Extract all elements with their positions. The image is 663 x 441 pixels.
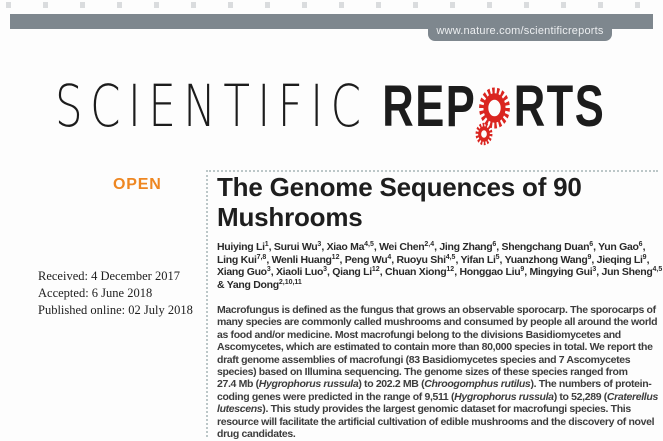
author-name: Wei Chen — [379, 241, 425, 253]
author-affiliation-sup: 3 — [323, 266, 328, 273]
abstract-segment: Macrofungus is defined as the fungus that grows an observable sporocarp. The sporocarps of many species are commonly called mushrooms and consumed by people all around the world as food and/or medicine. Most macrofungi belong to the divisions Basidiomycetes and Ascomycetes, which are estimated to contain more than 80,000 species in total. We report the draft genome assemblies of macrofungi (83 Basidiomycetes species and 7 Ascomycetes species) based on Illumina sequencing. The genome sizes of these species ranged from 27.4 Mb ( — [217, 304, 658, 391]
journal-logo — [55, 72, 606, 140]
author-affiliation-sup: 3 — [317, 241, 322, 248]
author-name: Wenli Huang — [271, 253, 332, 266]
logo-word-scientific: SCIENTIFIC — [55, 72, 369, 140]
author-affiliation-sup: 12 — [371, 266, 380, 273]
author-affiliation-sup: 4,5 — [364, 241, 374, 248]
author-affiliation-sup: 12 — [331, 253, 340, 261]
author-name: Xiaoli Luo — [275, 266, 324, 278]
author-affiliation-sup: 7,8 — [256, 253, 267, 261]
author-affiliation-sup: 4,5 — [652, 266, 663, 273]
abstract-text — [217, 304, 663, 440]
dotted-vertical-rule — [206, 170, 208, 437]
species-name-italic: Hygrophorus russula — [258, 378, 359, 391]
journal-url[interactable]: www.nature.com/scientificreports — [436, 25, 604, 37]
author-name: Surui Wu — [273, 241, 318, 253]
author-name: Jun Sheng — [601, 266, 653, 278]
open-access-label: OPEN — [113, 176, 162, 193]
author-name: Honggao Liu — [459, 266, 521, 278]
author-list: Huiying Li$^1$, Surui Wu$^3$, Xiao Ma$^{4,5}$, Wei Chen$^{2,4}$, Jing Zhang$^6$, Shengchang Duan$^6$, Yun Gao$^6$, Ling Kui$^{7,8}$, Wenli Huang$^{12}$, Peng Wu$^4$, Ruoyu Shi$^{4,5}$, Yifan Li$^5$, Yuanzhong Wang$^9$, Jieqing Li$^9$, Xiang Guo$^3$, Xiaoli Luo$^3$, Qiang Li$^{12}$, Chuan Xiong$^{12}$, Honggao Liu$^9$, Mingying Gui$^3$, Jun Sheng$^{4,5}$ & Yang Dong$^{2,10,11}$ — [217, 241, 663, 291]
species-name-italic: Hygrophorus russula — [454, 390, 554, 403]
logo-word-rts: RTS — [513, 74, 606, 139]
author-affiliation-sup: 9 — [520, 266, 525, 273]
species-name-italic: Chroogomphus rutilus — [424, 378, 531, 391]
author-affiliation-sup: 4,5 — [445, 253, 456, 261]
author-name: Chuan Xiong — [384, 266, 447, 278]
author-name: Yifan Li — [460, 253, 496, 266]
author-name: Xiao Ma — [326, 241, 365, 253]
journal-url-tab[interactable] — [428, 14, 612, 41]
author-name: Yang Dong — [226, 278, 279, 291]
author-affiliation-sup: 6 — [492, 241, 497, 248]
author-name: Jieqing Li — [596, 253, 643, 266]
species-name-italic: Craterellus lutescens — [217, 390, 658, 416]
dates-block — [38, 268, 193, 319]
author-name: Yun Gao — [598, 241, 639, 253]
date-line: Published online: 02 July 2018 — [38, 303, 193, 317]
abstract-segment: ) to 52,289 ( — [553, 390, 607, 403]
author-affiliation-sup: 4 — [387, 253, 392, 261]
author-name: Ruoyu Shi — [396, 253, 446, 266]
abstract-segment: ). This study provides the largest genomic dataset for macrofungi species. This resource will facilitate the artificial cultivation of edible mushrooms and the discovery of novel drug candidates. — [217, 403, 655, 441]
author-name: Ling Kui — [217, 253, 257, 266]
author-affiliation-sup: 9 — [587, 253, 592, 261]
author-name: Yuanzhong Wang — [504, 253, 588, 266]
author-affiliation-sup: 5 — [495, 253, 500, 261]
author-name: Peng Wu — [344, 253, 388, 266]
abstract-segment: ) to 202.2 MB ( — [358, 378, 425, 391]
author-name: Huiying Li — [217, 241, 265, 253]
author-affiliation-sup: 12 — [446, 266, 455, 273]
article-title: The Genome Sequences of 90 Mushrooms — [217, 172, 582, 232]
author-affiliation-sup: 2,4 — [424, 241, 435, 248]
author-affiliation-sup: 6 — [589, 241, 594, 248]
author-name: Mingying Gui — [529, 266, 593, 278]
author-name: Shengchang Duan — [501, 241, 590, 253]
abstract-segment: ). The numbers of protein-coding genes were predicted in the range of 9,511 ( — [217, 378, 652, 403]
gear-icon — [477, 85, 512, 131]
logo-word-rep: REP — [382, 74, 477, 139]
author-affiliation-sup: 2,10,11 — [278, 278, 302, 286]
author-affiliation-sup: 3 — [592, 266, 597, 273]
top-tick-strip — [6, 2, 659, 8]
date-line: Accepted: 6 June 2018 — [38, 286, 153, 300]
author-affiliation-sup: 9 — [642, 253, 647, 261]
author-affiliation-sup: 6 — [638, 241, 643, 248]
author-name: Qiang Li — [332, 266, 372, 278]
author-affiliation-sup: 3 — [266, 266, 271, 273]
author-affiliation-sup: 1 — [264, 241, 269, 248]
author-name: Xiang Guo — [217, 266, 267, 278]
date-line: Received: 4 December 2017 — [38, 269, 180, 283]
author-name: Jing Zhang — [439, 241, 493, 253]
